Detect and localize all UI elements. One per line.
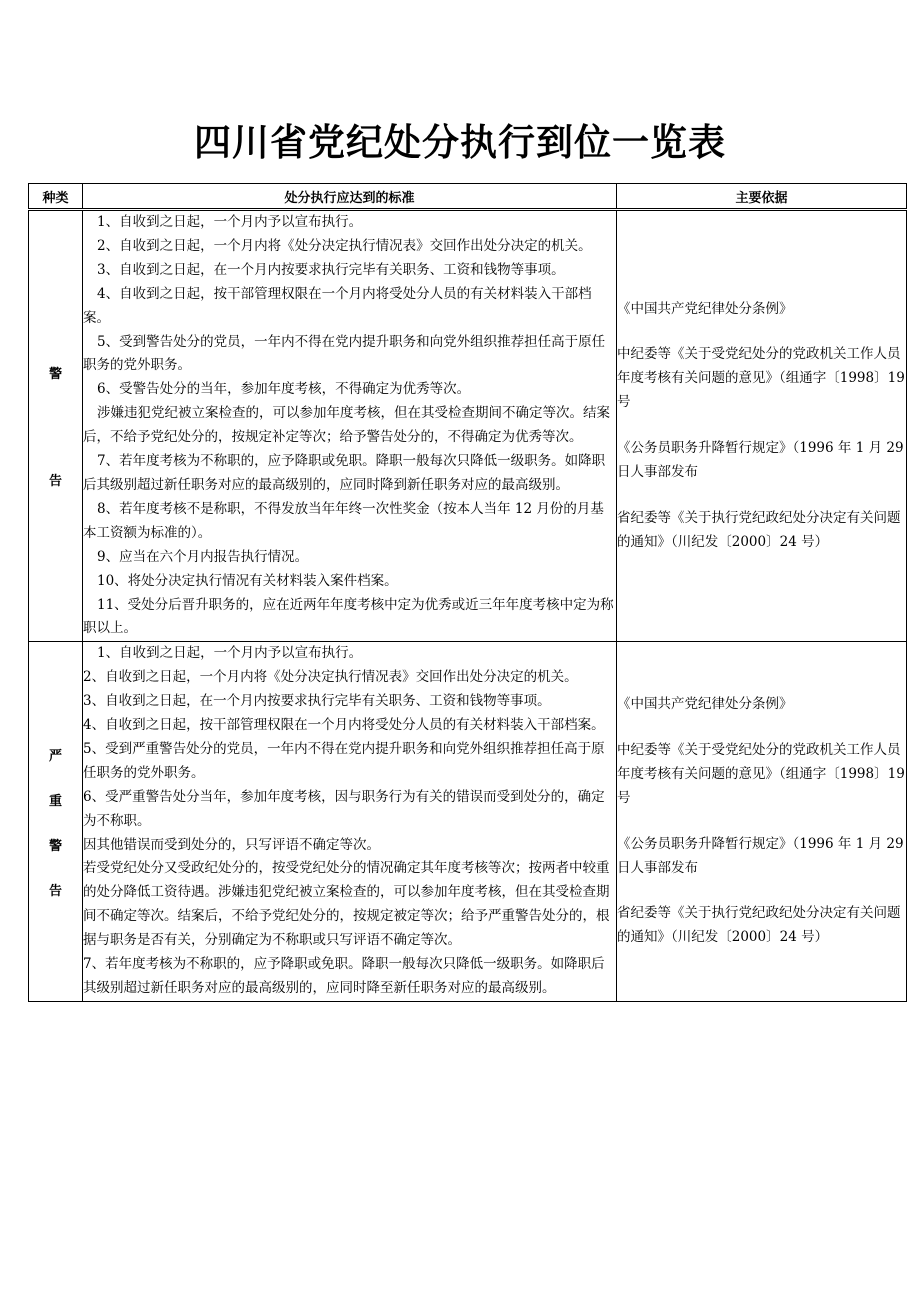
standard-item: 5、受到严重警告处分的党员，一年内不得在党内提升职务和向党外组织推荐担任高于原任职务的党外职务。 — [83, 740, 605, 781]
type-char: 告 — [48, 474, 62, 490]
standard-item: 因其他错误而受到处分的，只写评语不确定等次。 — [83, 836, 380, 853]
standard-item: 涉嫌违犯党纪被立案检查的，可以参加年度考核，但在其受检查期间不确定等次。结案后，不给予党纪处分的，按规定补定等次；给予警告处分的，不得确定为优秀等次。 — [83, 405, 610, 446]
basis-item: 《中国共产党纪律处分条例》 — [617, 300, 793, 317]
standard-item: 3、自收到之日起，在一个月内按要求执行完毕有关职务、工资和钱物等事项。 — [97, 261, 565, 278]
standard-item: 2、自收到之日起，一个月内将《处分决定执行情况表》交回作出处分决定的机关。 — [83, 669, 578, 686]
table-row-serious-warning — [29, 642, 907, 1002]
type-char: 重 — [48, 793, 62, 809]
standard-item: 4、自收到之日起，按干部管理权限在一个月内将受处分人员的有关材料装入干部档案。 — [83, 285, 592, 326]
standard-item: 5、受到警告处分的党员，一年内不得在党内提升职务和向党外组织推荐担任高于原任职务的党外职务。 — [83, 333, 606, 374]
standard-item: 6、受警告处分的当年，参加年度考核，不得确定为优秀等次。 — [97, 381, 471, 398]
standard-item: 4、自收到之日起，按干部管理权限在一个月内将受处分人员的有关材料装入干部档案。 — [83, 717, 605, 734]
basis-item: 省纪委等《关于执行党纪政纪处分决定有关问题的通知》（川纪发〔2000〕24 号） — [617, 905, 901, 946]
standard-item: 1、自收到之日起，一个月内予以宣布执行。 — [97, 645, 363, 662]
standard-item: 9、应当在六个月内报告执行情况。 — [97, 548, 309, 565]
basis-item: 《公务员职务升降暂行规定》（1996 年 1 月 29 日人事部发布 — [617, 835, 904, 876]
table-row-warning — [29, 210, 907, 642]
header-basis: 主要依据 — [617, 184, 907, 210]
basis-cell-serious-warning — [617, 642, 907, 1002]
standard-item: 2、自收到之日起，一个月内将《处分决定执行情况表》交回作出处分决定的机关。 — [97, 237, 592, 254]
type-char: 警 — [48, 838, 62, 854]
standards-cell-serious-warning — [83, 642, 617, 1002]
standard-item: 3、自收到之日起，在一个月内按要求执行完毕有关职务、工资和钱物等事项。 — [83, 693, 551, 710]
standard-item: 7、若年度考核为不称职的，应予降职或免职。降职一般每次只降低一级职务。如降职后其级别超过新任职务对应的最高级别的，应同时降至新任职务对应的最高级别。 — [83, 956, 605, 996]
standard-item: 若受党纪处分又受政纪处分的，按受党纪处分的情况确定其年度考核等次；按两者中较重的处分降低工资待遇。涉嫌违犯党纪被立案检查的，可以参加年度考核，但在其受检查期间不确定等次。结案后，不给予党纪处分的，按规定被定等次；给予严重警告处分的，根据与职务是否有关，分别确定为不称职或只写评语不确定等次。 — [83, 860, 610, 949]
header-type: 种类 — [29, 184, 83, 210]
type-char: 严 — [48, 748, 62, 764]
discipline-table — [28, 183, 907, 1002]
type-cell-warning — [29, 210, 83, 642]
standard-item: 6、受严重警告处分当年，参加年度考核，因与职务行为有关的错误而受到处分的，确定为不称职。 — [83, 788, 605, 829]
standard-item: 10、将处分决定执行情况有关材料装入案件档案。 — [97, 572, 398, 589]
basis-item: 《中国共产党纪律处分条例》 — [617, 695, 793, 712]
standard-item: 7、若年度考核为不称职的，应予降职或免职。降职一般每次只降低一级职务。如降职后其级别超过新任职务对应的最高级别的，应同时降到新任职务对应的最高级别。 — [83, 453, 606, 493]
standard-item: 1、自收到之日起，一个月内予以宣布执行。 — [97, 214, 363, 230]
basis-item: 中纪委等《关于受党纪处分的党政机关工作人员年度考核有关问题的意见》（组通字〔1998〕19 号 — [617, 741, 905, 806]
header-standard: 处分执行应达到的标准 — [83, 184, 617, 210]
basis-cell-warning — [617, 210, 907, 642]
basis-item: 中纪委等《关于受党纪处分的党政机关工作人员年度考核有关问题的意见》（组通字〔1998〕19 号 — [617, 346, 905, 411]
type-char: 警 — [48, 367, 62, 383]
type-char: 告 — [48, 883, 62, 899]
page-title: 四川省党纪处分执行到位一览表 — [194, 121, 726, 164]
header-row — [29, 184, 907, 210]
basis-item: 《公务员职务升降暂行规定》（1996 年 1 月 29 日人事部发布 — [617, 440, 904, 481]
type-cell-serious-warning — [29, 642, 83, 1002]
standard-item: 11、受处分后晋升职务的，应在近两年年度考核中定为优秀或近三年年度考核中定为称职以上。 — [83, 596, 614, 637]
standard-item: 8、若年度考核不是称职，不得发放当年年终一次性奖金（按本人当年 12 月份的月基本工资额为标准的）。 — [83, 500, 604, 541]
standards-cell-warning — [83, 210, 617, 642]
basis-item: 省纪委等《关于执行党纪政纪处分决定有关问题的通知》（川纪发〔2000〕24 号） — [617, 509, 901, 550]
